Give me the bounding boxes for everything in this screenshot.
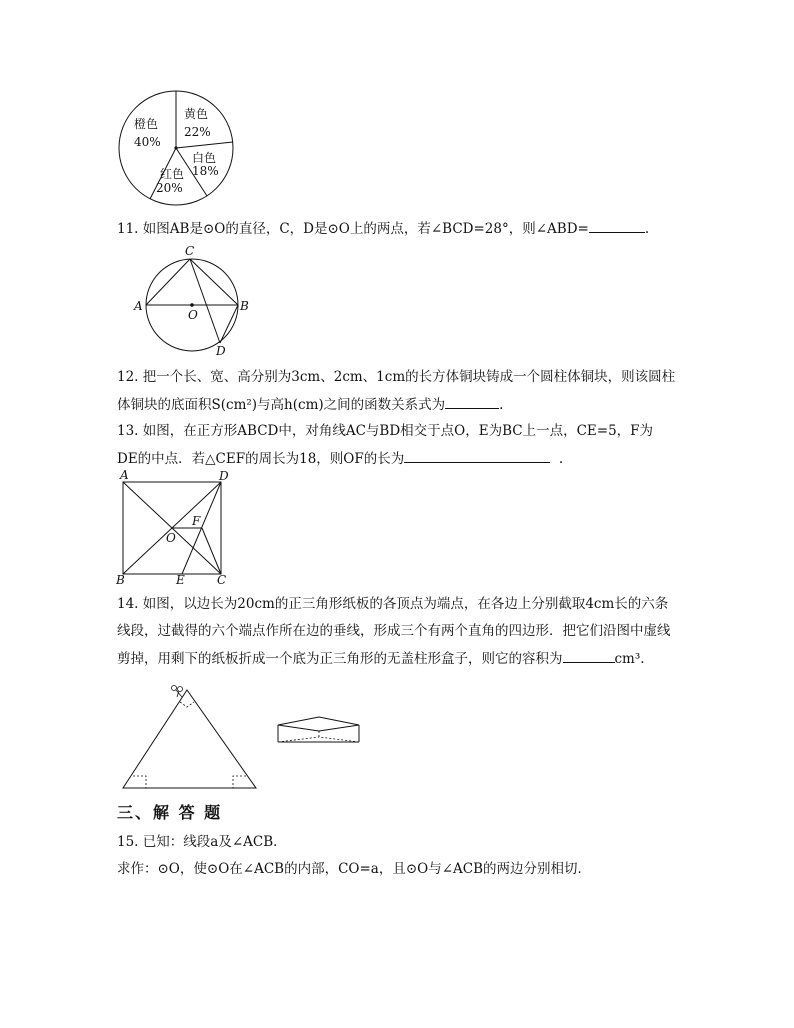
q13-answer-blank[interactable]: [404, 448, 550, 463]
q11-circle-diagram: [128, 243, 258, 358]
q11-label-a: A: [134, 299, 143, 313]
q12-line1: 12. 把一个长、宽、高分别为3cm、2cm、1cm的长方体铜块铸成一个圆柱体铜块，则该圆柱: [117, 369, 676, 385]
q15-line1: 15. 已知：线段a及∠ACB．: [117, 834, 287, 850]
q12-answer-blank[interactable]: [445, 394, 499, 409]
section-heading: 三、解 答 题: [117, 803, 223, 822]
q13-label-c: C: [217, 573, 227, 586]
q14-answer-blank[interactable]: [563, 648, 615, 663]
pie-pct-yellow: 22%: [184, 125, 211, 139]
q13-label-e: E: [176, 573, 185, 586]
q14-triangle-diagram: [118, 680, 268, 792]
q14-line1: 14. 如图，以边长为20cm的正三角形纸板的各顶点为端点，在各边上分别截取4cm长的六条: [117, 596, 669, 612]
pie-label-yellow: 黄色: [184, 107, 209, 121]
q13-line1: 13. 如图，在正方形ABCD中，对角线AC与BD相交于点O，E为BC上一点，CE=5，F为: [117, 423, 654, 439]
q13-label-o: O: [166, 531, 176, 545]
q13-square-diagram: [112, 468, 242, 586]
q11-label-d: D: [216, 344, 226, 358]
q11-text: 11. 如图AB是⊙O的直径，C，D是⊙O上的两点，若∠BCD=28°，则∠ABD= .: [117, 218, 649, 239]
q14-line2: 线段，过截得的六个端点作所在边的垂线，形成三个有两个直角的四边形．把它们沿图中虚线: [117, 623, 671, 639]
q14-box-diagram: [275, 712, 365, 748]
q13-label-a: A: [120, 468, 129, 482]
q13-label-b: B: [116, 573, 125, 586]
q14-line3: 剪掉，用剩下的纸板折成一个底为正三角形的无盖柱形盒子，则它的容积为 cm³.: [117, 648, 645, 669]
q11-answer-blank[interactable]: [589, 218, 645, 233]
pie-pct-white: 18%: [192, 164, 219, 178]
q12-line2: 体铜块的底面积S(cm²)与高h(cm)之间的函数关系式为 .: [117, 394, 503, 415]
pie-chart: [112, 88, 242, 208]
pie-label-red: 红色: [160, 167, 185, 181]
q13-line2: DE的中点．若△CEF的周长为18，则OF的长为 .: [117, 448, 563, 469]
pie-label-orange: 橙色: [134, 117, 159, 131]
pie-label-white: 白色: [192, 151, 217, 165]
pie-pct-orange: 40%: [134, 135, 161, 149]
q15-line2: 求作：⊙O，使⊙O在∠ACB的内部，CO=a，且⊙O与∠ACB的两边分别相切．: [117, 861, 592, 877]
scissors-icon: [172, 686, 183, 698]
pie-pct-red: 20%: [156, 181, 183, 195]
q11-label-c: C: [185, 244, 195, 258]
q13-label-d: D: [219, 469, 229, 483]
q11-label-b: B: [240, 299, 249, 313]
q11-label-o: O: [188, 308, 198, 322]
q13-label-f: F: [192, 514, 201, 528]
